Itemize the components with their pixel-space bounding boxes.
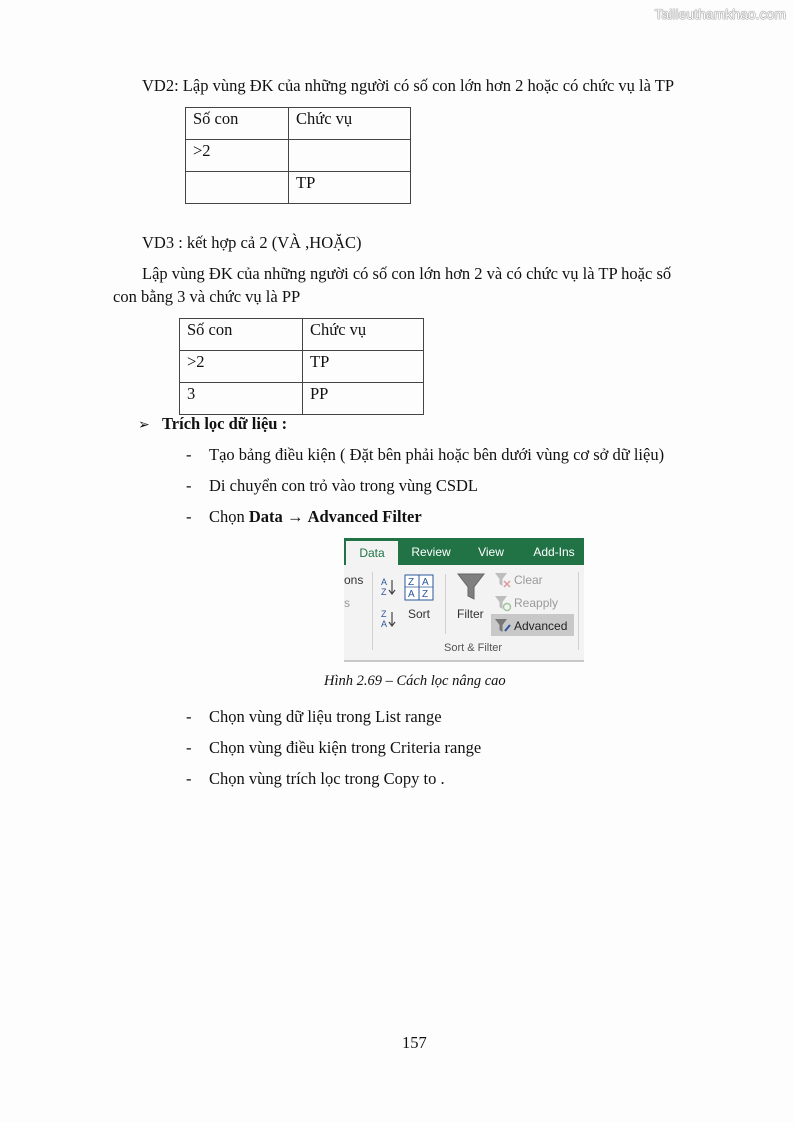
vd3-description-line2: con bằng 3 và chức vụ là PP xyxy=(113,287,301,306)
dash-bullet: - xyxy=(186,507,192,526)
step-4: Chọn vùng dữ liệu trong List range xyxy=(209,707,442,726)
step-5: Chọn vùng điều kiện trong Criteria range xyxy=(209,738,482,757)
step-2: Di chuyển con trỏ vào trong vùng CSDL xyxy=(209,476,479,495)
dash-bullet: - xyxy=(186,707,192,726)
table-cell xyxy=(289,140,411,172)
right-arrow-icon: → xyxy=(286,507,304,526)
step-3 xyxy=(209,507,422,527)
az-top-letter: A xyxy=(381,577,388,587)
table-cell: Chức vụ xyxy=(289,108,411,140)
vd3-heading: VD3 : kết hợp cả 2 (VÀ ,HOẶC) xyxy=(142,233,362,252)
sort-descending-icon[interactable] xyxy=(380,608,398,630)
table-row xyxy=(180,383,424,415)
step-6: Chọn vùng trích lọc trong Copy to . xyxy=(209,769,445,788)
page-number: 157 xyxy=(402,1033,427,1052)
arrow-bullet-icon: ➢ xyxy=(138,417,150,433)
section-title-text: Trích lọc dữ liệu : xyxy=(162,414,288,433)
table-cell: TP xyxy=(289,172,411,204)
table-cell: >2 xyxy=(180,351,303,383)
table-cell: >2 xyxy=(186,140,289,172)
svg-text:Z: Z xyxy=(408,577,415,588)
tab-review[interactable]: Review xyxy=(411,545,451,559)
vd2-condition-table xyxy=(185,107,411,204)
az-bottom-letter: Z xyxy=(381,587,387,597)
table-cell: PP xyxy=(303,383,424,415)
step-3-advanced-filter: Advanced Filter xyxy=(307,507,422,526)
dash-bullet: - xyxy=(186,738,192,757)
truncated-connections-label: ons xyxy=(344,573,364,587)
button-separator xyxy=(445,574,446,634)
step-3-prefix: Chọn xyxy=(209,507,249,526)
dash-bullet: - xyxy=(186,769,192,788)
section-title xyxy=(162,414,287,434)
tab-data[interactable]: Data xyxy=(346,541,398,565)
advanced-filter-icon xyxy=(494,617,512,635)
svg-text:A: A xyxy=(422,577,429,588)
table-row xyxy=(186,108,411,140)
watermark: Tailieuthamkhao.com xyxy=(654,6,786,22)
table-cell: TP xyxy=(303,351,424,383)
table-cell: Số con xyxy=(180,319,303,351)
step-1: Tạo bảng điều kiện ( Đặt bên phải hoặc bên dưới vùng cơ sở dữ liệu) xyxy=(209,445,665,464)
figure-caption: Hình 2.69 – Cách lọc nâng cao xyxy=(324,673,506,689)
table-cell: 3 xyxy=(180,383,303,415)
table-cell xyxy=(186,172,289,204)
table-row xyxy=(180,351,424,383)
table-row xyxy=(186,172,411,204)
table-row xyxy=(186,140,411,172)
sort-dialog-icon[interactable] xyxy=(404,574,434,602)
filter-label[interactable]: Filter xyxy=(457,607,484,621)
sort-label[interactable]: Sort xyxy=(408,607,431,621)
za-top-letter: Z xyxy=(381,609,387,619)
tab-add-ins[interactable]: Add-Ins xyxy=(533,545,575,559)
table-cell: Số con xyxy=(186,108,289,140)
filter-funnel-icon[interactable] xyxy=(456,572,486,602)
reapply-icon xyxy=(494,594,512,612)
vd3-description-line1: Lập vùng ĐK của những người có số con lớn hơn 2 và có chức vụ là TP hoặc số xyxy=(142,264,672,283)
svg-text:Z: Z xyxy=(422,589,429,600)
vd3-condition-table xyxy=(179,318,424,415)
clear-button[interactable]: Clear xyxy=(514,573,543,587)
dash-bullet: - xyxy=(186,476,192,495)
table-cell: Chức vụ xyxy=(303,319,424,351)
za-bottom-letter: A xyxy=(381,619,388,629)
svg-text:A: A xyxy=(408,589,415,600)
tab-view[interactable]: View xyxy=(478,545,504,559)
truncated-label: s xyxy=(344,596,350,610)
sort-filter-group-label: Sort & Filter xyxy=(444,642,503,654)
advanced-button[interactable]: Advanced xyxy=(514,619,568,633)
table-row xyxy=(180,319,424,351)
reapply-button[interactable]: Reapply xyxy=(514,596,559,610)
clear-filter-icon xyxy=(494,571,512,589)
dash-bullet: - xyxy=(186,445,192,464)
step-3-data: Data xyxy=(248,507,283,526)
vd2-heading: VD2: Lập vùng ĐK của những người có số con lớn hơn 2 hoặc có chức vụ là TP xyxy=(142,76,675,95)
sort-ascending-icon[interactable] xyxy=(380,576,398,598)
group-separator xyxy=(578,572,579,650)
excel-ribbon xyxy=(344,538,584,662)
group-separator xyxy=(372,572,373,650)
